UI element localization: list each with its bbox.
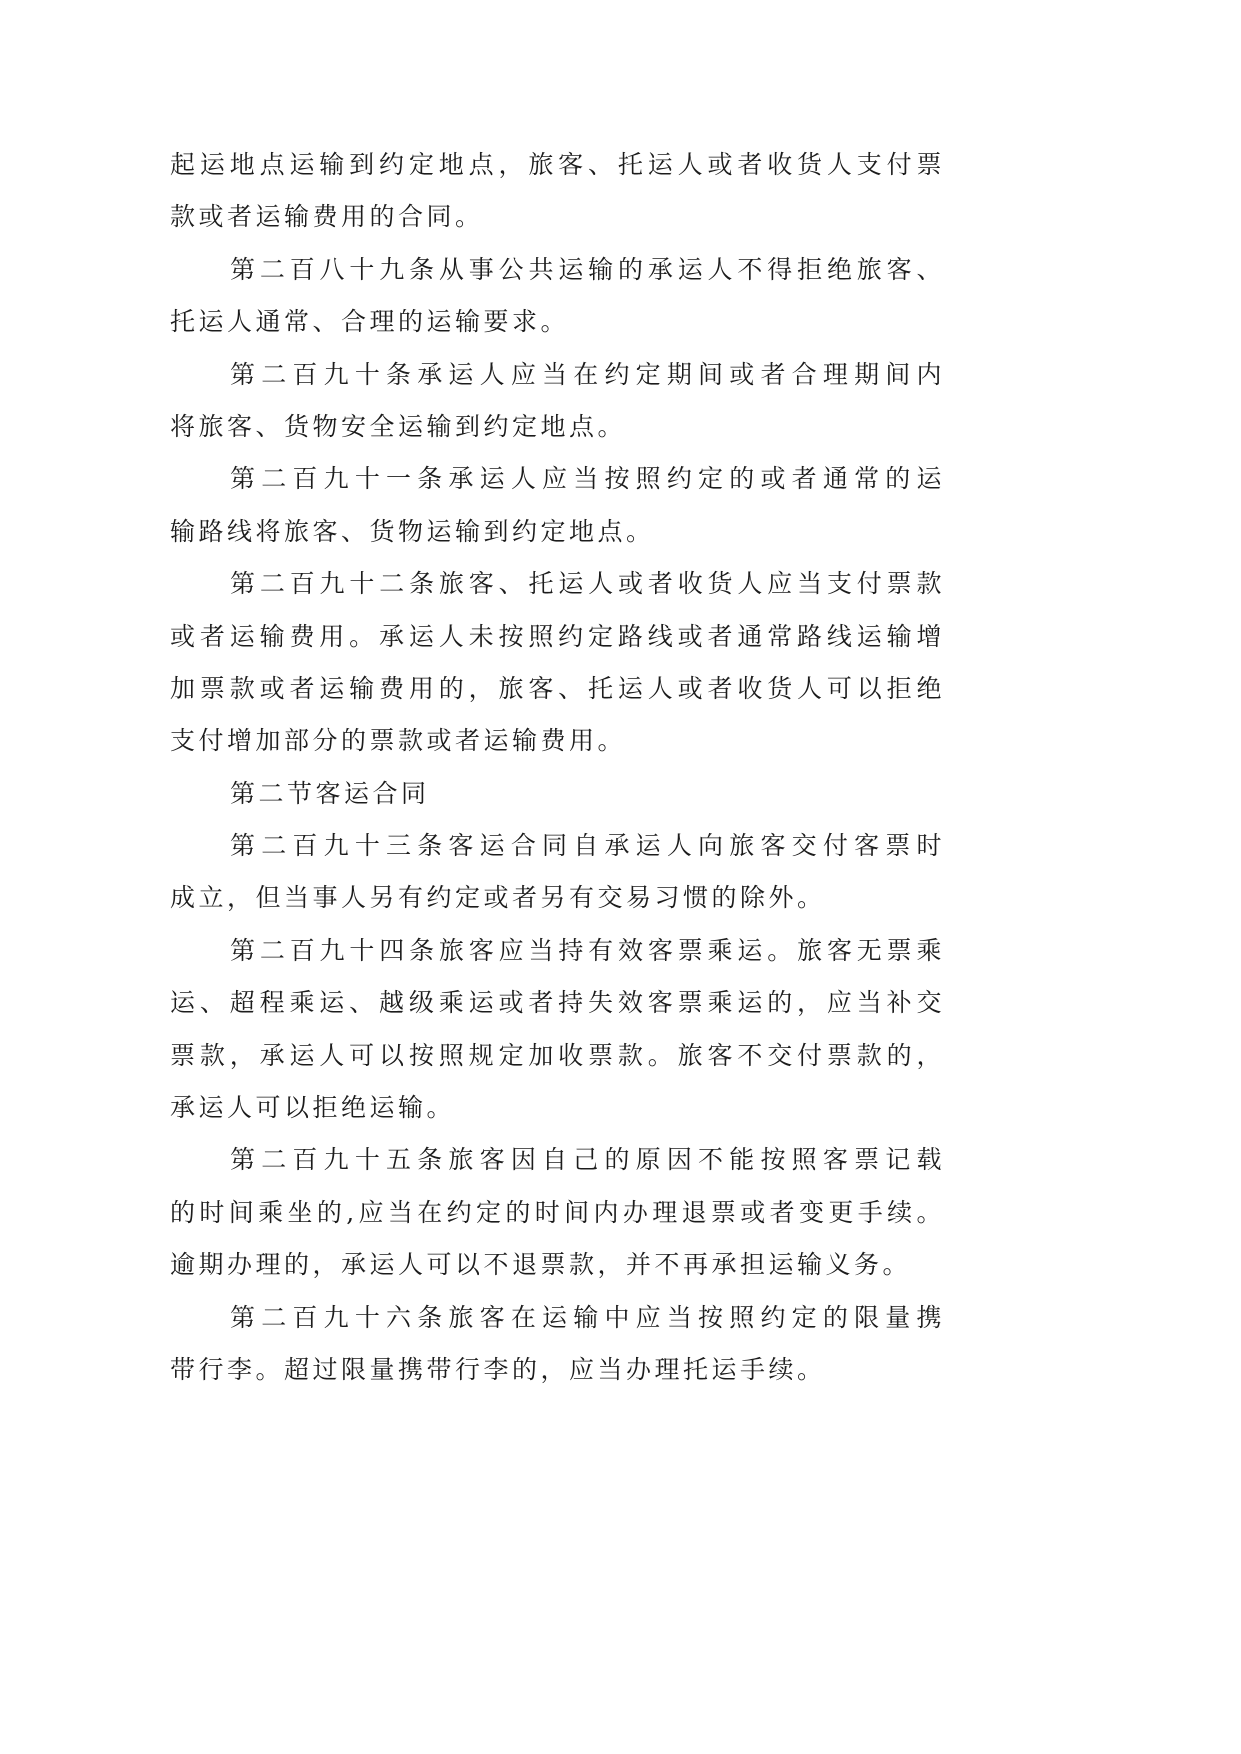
text-line: 第二百九十三条客运合同自承运人向旅客交付客票时 — [230, 831, 945, 861]
section-title: 第二节客运合同 — [230, 778, 430, 808]
text-line: 第二百九十一条承运人应当按照约定的或者通常的运 — [230, 464, 945, 494]
paragraph-article-291 — [170, 453, 945, 558]
text-line: 第二百九十条承运人应当在约定期间或者合理期间内 — [230, 359, 945, 389]
text-line: 托运人通常、合理的运输要求。 — [170, 307, 570, 337]
text-line: 输路线将旅客、货物运输到约定地点。 — [170, 516, 655, 546]
paragraph-article-293 — [170, 820, 945, 925]
text-line: 起运地点运输到约定地点，旅客、托运人或者收货人支付票 — [170, 150, 945, 179]
paragraph-article-289 — [170, 244, 945, 349]
text-line: 第二百九十六条旅客在运输中应当按照约定的限量携 — [230, 1302, 945, 1332]
document-page — [170, 139, 945, 1396]
paragraph-article-292 — [170, 558, 945, 768]
text-line: 逾期办理的，承运人可以不退票款，并不再承担运输义务。 — [170, 1250, 912, 1280]
text-line: 成立，但当事人另有约定或者另有交易习惯的除外。 — [170, 883, 826, 913]
section-heading — [170, 768, 945, 820]
text-line: 第二百九十五条旅客因自己的原因不能按照客票记载 — [230, 1145, 945, 1175]
paragraph-article-296 — [170, 1292, 945, 1397]
text-line: 带行李。超过限量携带行李的，应当办理托运手续。 — [170, 1354, 826, 1384]
text-line: 票款，承运人可以按照规定加收票款。旅客不交付票款的， — [170, 1040, 945, 1070]
paragraph-article-294 — [170, 925, 945, 1135]
paragraph-article-290 — [170, 349, 945, 454]
paragraph — [170, 139, 945, 244]
text-line: 运、超程乘运、越级乘运或者持失效客票乘运的，应当补交 — [170, 988, 945, 1018]
text-line: 第二百九十二条旅客、托运人或者收货人应当支付票款 — [230, 569, 945, 599]
text-line: 的时间乘坐的,应当在约定的时间内办理退票或者变更手续。 — [170, 1197, 945, 1227]
text-line: 加票款或者运输费用的，旅客、托运人或者收货人可以拒绝 — [170, 673, 945, 703]
text-line: 或者运输费用。承运人未按照约定路线或者通常路线运输增 — [170, 621, 945, 651]
text-line: 款或者运输费用的合同。 — [170, 202, 484, 232]
text-line: 承运人可以拒绝运输。 — [170, 1093, 456, 1123]
text-line: 支付增加部分的票款或者运输费用。 — [170, 726, 627, 756]
text-line: 第二百八十九条从事公共运输的承运人不得拒绝旅客、 — [230, 254, 945, 284]
paragraph-article-295 — [170, 1134, 945, 1291]
text-line: 第二百九十四条旅客应当持有效客票乘运。旅客无票乘 — [230, 935, 945, 965]
text-line: 将旅客、货物安全运输到约定地点。 — [170, 411, 627, 441]
